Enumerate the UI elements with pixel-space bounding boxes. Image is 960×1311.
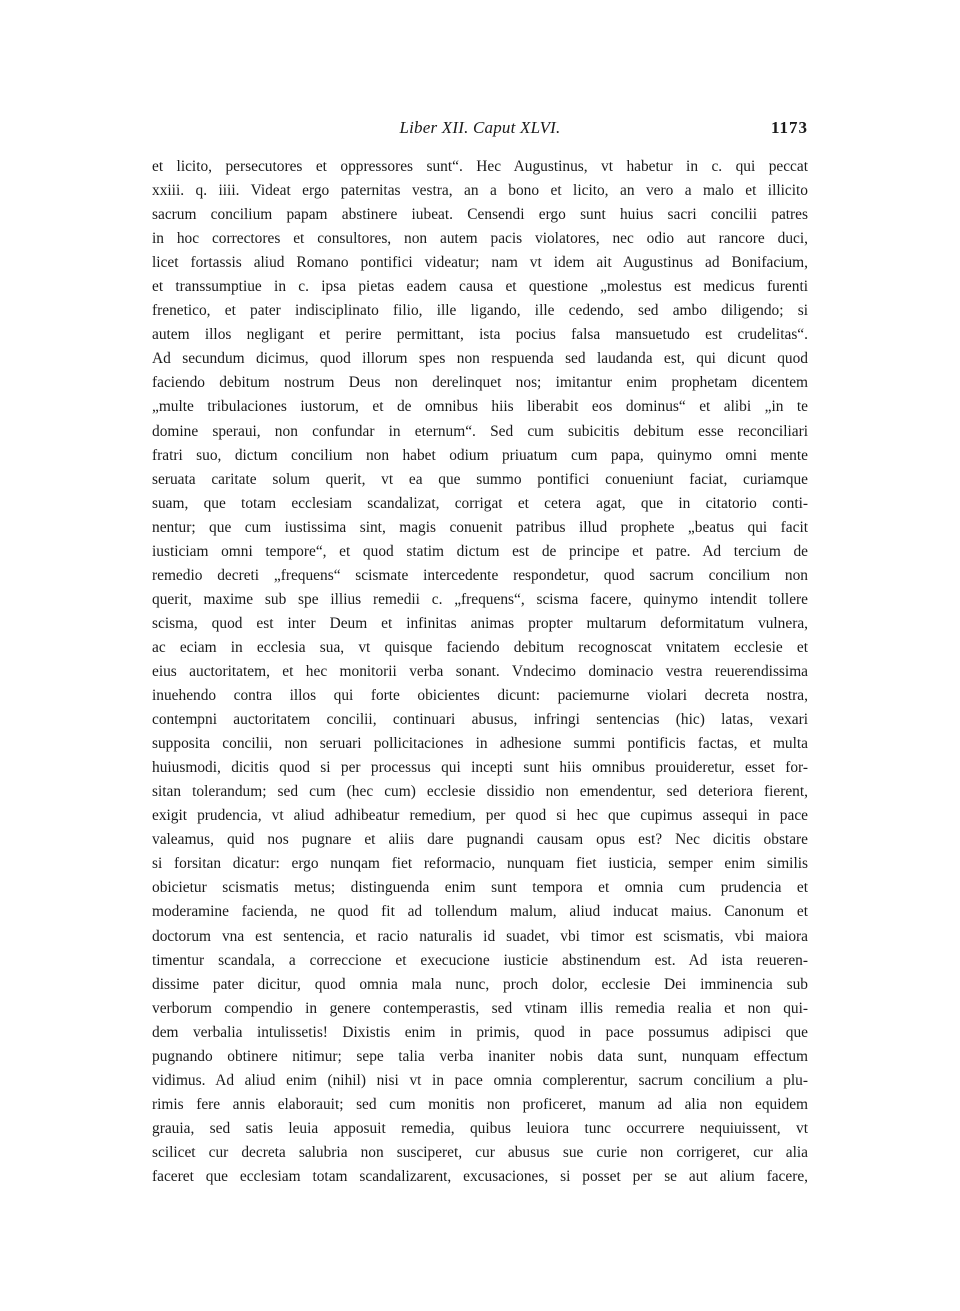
text-line: et transsumptiue in c. ipsa pietas eadem causa et questione „molestus est medicus furenti — [152, 278, 808, 296]
text-line: dissime pater dicitur, quod omnia mala nunc, proch dolor, ecclesie Dei imminencia sub — [152, 975, 808, 993]
text-line: verborum compendio in genere contemperastis, sed vtinam illis remedia realia et non qui- — [152, 999, 808, 1017]
text-line: doctorum vna est sentencia, et racio naturalis id suadet, vbi timor est scismatis, vbi maiora — [152, 927, 808, 945]
text-line: faciendo debitum nostrum Deus non derelinquet nos; imitantur enim prophetam dicentem — [152, 374, 808, 392]
text-line: xxiii. q. iiii. Videat ergo paternitas vestra, an a bono et licito, an vero a malo et illicito — [152, 182, 808, 200]
text-line: valeamus, quid nos pugnare et aliis dare pugnandi causam opus est? Nec dicitis obstare — [152, 831, 808, 849]
text-line: grauia, sed satis leuia apposuit remedia, quibus leuiora tunc occurrere nequiuissent, vt — [152, 1119, 808, 1137]
text-line: fratri suo, dictum concilium non habet odium priuatum cum papa, quinymo omni mente — [152, 446, 808, 464]
text-line: scilicet cur decreta salubria non susciperet, cur abusus sue curie non corrigeret, cur alia — [152, 1143, 808, 1161]
text-line: sacrum concilium papam abstinere iubeat. Censendi ergo sunt huius sacri concilii patres — [152, 206, 808, 224]
page-header — [152, 118, 808, 142]
text-line: seruata caritate solum querit, vt ea que summo pontifici conueniunt faciat, curiamque — [152, 470, 808, 488]
text-line: vidimus. Ad aliud enim (nihil) nisi vt in pace omnia complerentur, sacrum concilium a plu- — [152, 1071, 808, 1089]
text-line: scisma, quod est inter Deum et infinitas animas propter multarum deformitatum vulnera, — [152, 614, 808, 632]
text-line: remedio decreti „frequens“ scismate intercedente respondetur, quod sacrum concilium non — [152, 566, 808, 584]
text-line: contempni auctoritatem concilii, continuari abusus, infringi sentencias (hic) latas, vexari — [152, 711, 808, 729]
text-line: in hoc correctores et consultores, non autem pacis violatores, nec odio aut rancore duci, — [152, 230, 808, 248]
text-line: pugnando obtinere nitimur; sepe talia verba inaniter nobis data sunt, nunquam effectum — [152, 1047, 808, 1065]
text-line: moderamine facienda, ne quod fit ad tollendum malum, aliud inducat maius. Canonum et — [152, 903, 808, 921]
text-line: licet fortassis aliud Romano pontifici videatur; nam vt idem ait Augustinus ad Bonifacium, — [152, 254, 808, 272]
text-line: si forsitan dicatur: ergo nunqam fiet reformacio, nunquam fiet iusticia, semper enim similis — [152, 855, 808, 873]
text-line: nentur; que cum iustissima sint, magis conuenit patribus illud prophete „beatus qui facit — [152, 518, 808, 536]
text-line: sitan tolerandum; sed cum (hec cum) ecclesie dissidio non emendentur, sed deteriora fierent, — [152, 783, 808, 801]
text-line: „multe tribulaciones iustorum, et de omnibus hiis liberabit eos dominus“ et alibi „in te — [152, 398, 808, 416]
text-line: inuehendo contra illos qui forte obicientes dicunt: paciemurne violari decreta nostra, — [152, 687, 808, 705]
page-number: 1173 — [770, 118, 808, 137]
text-line: huiusmodi, dicitis quod si per processus qui incepti sunt hiis omnibus prouideretur, esset for- — [152, 759, 808, 777]
text-line: faceret que ecclesiam totam scandalizarent, excusaciones, si posset per se aut alium facere, — [152, 1167, 808, 1185]
text-line: suam, que totam ecclesiam scandalizat, corrigat et cetera agat, que in citatorio conti- — [152, 494, 808, 512]
text-line: frenetico, et pater indisciplinato filio, ille ligando, ille cedendo, sed ambo diligendo; si — [152, 302, 808, 320]
text-line: exigit prudencia, vt aliud adhibeatur remedium, per quod si hec que cupimus assequi in pace — [152, 807, 808, 825]
text-line: supposita concilii, non seruari pollicitaciones in adhesione summi pontificis factas, et multa — [152, 735, 808, 753]
running-title: Liber XII. Caput XLVI. — [399, 118, 561, 137]
text-line: dem verbalia intulissetis! Dixistis enim in primis, quod in pace possumus adipisci que — [152, 1023, 808, 1041]
text-line: ac eciam in ecclesia sua, vt quisque faciendo debitum recognoscat vnitatem ecclesie et — [152, 638, 808, 656]
text-line: iusticiam omni tempore“, et quod statim dictum est de principe et patre. Ad tercium de — [152, 542, 808, 560]
text-line: eius auctoritatem, et hec monitorii verba sonant. Vndecimo dominacio vestra reuerendissima — [152, 662, 808, 680]
text-line: querit, maxime sub spe illius remedii c. „frequens“, scisma facere, quinymo intendit tollere — [152, 590, 808, 608]
text-line: Ad secundum dicimus, quod illorum spes non respuenda sed laudanda est, qui dicunt quod — [152, 350, 808, 368]
text-line: timentur scandala, a correccione et execucione iusticie abstinendum est. Ad ista reueren- — [152, 951, 808, 969]
text-line: rimis fere annis elaborauit; sed cum monitis non proficeret, manum ad alia non equidem — [152, 1095, 808, 1113]
text-line: obicietur scismatis metus; distinguenda enim sunt tempora et omnia cum prudencia et — [152, 879, 808, 897]
text-line: autem illos negligant et perire permittant, ista pocius falsa mansuetudo est crudelitas“. — [152, 326, 808, 344]
text-line: et licito, persecutores et oppressores sunt“. Hec Augustinus, vt habetur in c. qui peccat — [152, 158, 808, 175]
body-text — [152, 155, 808, 1189]
text-line: domine speraui, non confundar in eternum“. Sed cum subicitis debitum esse reconciliari — [152, 422, 808, 440]
